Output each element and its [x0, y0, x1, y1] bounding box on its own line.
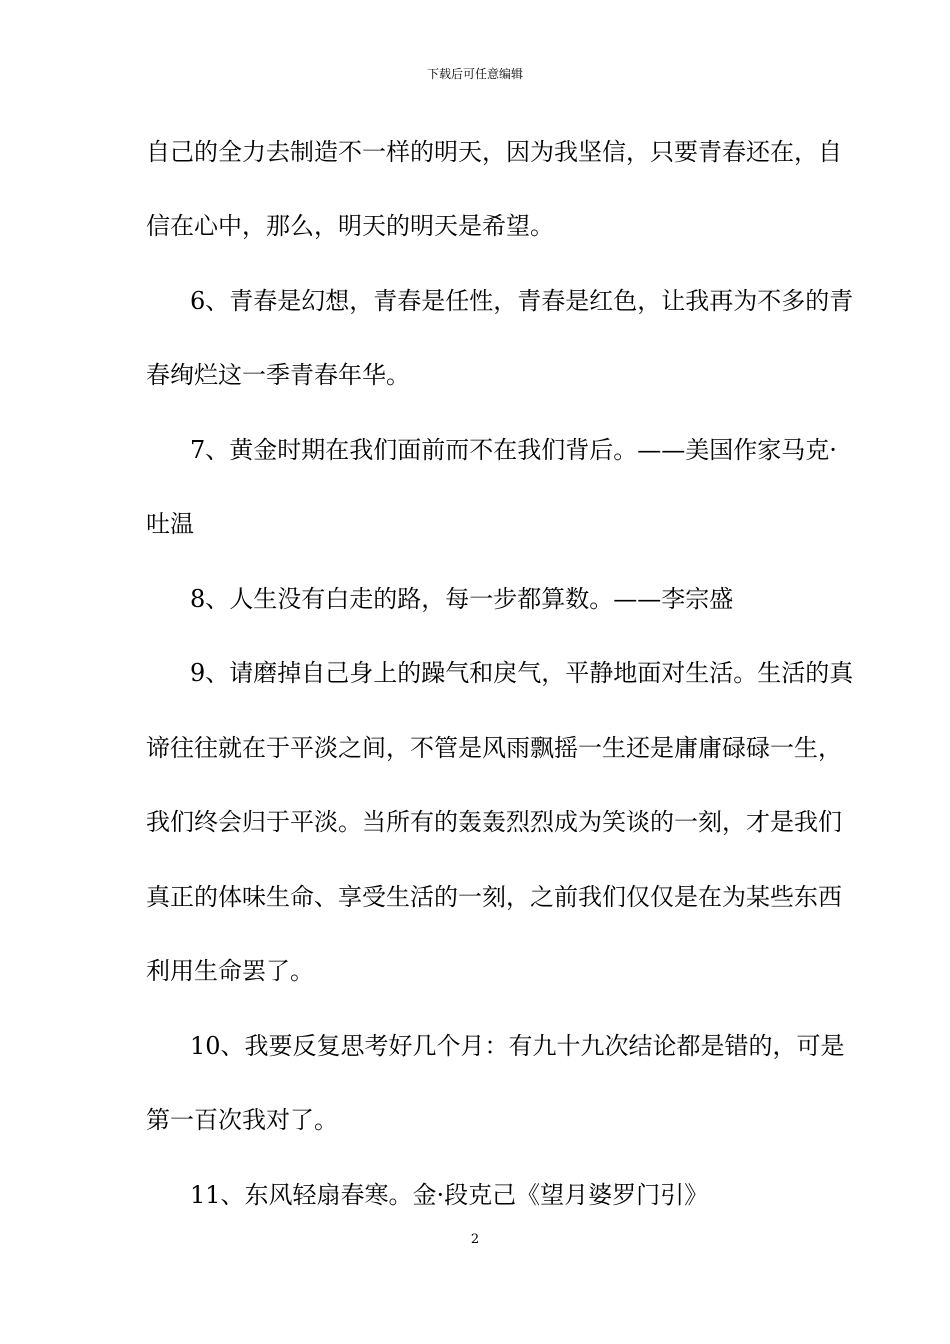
text-line: 10、我要反复思考好几个月：有九十九次结论都是错的，可是 [190, 1032, 845, 1060]
text-line: 谛往往就在于平淡之间，不管是风雨飘摇一生还是庸庸碌碌一生， [146, 734, 842, 762]
text-line: 真正的体味生命、享受生活的一刻，之前我们仅仅是在为某些东西 [146, 883, 842, 911]
text-line: 6、青春是幻想，青春是任性，青春是红色，让我再为不多的青 [190, 287, 854, 315]
text-line: 第一百次我对了。 [146, 1106, 338, 1134]
text-line: 9、请磨掉自己身上的躁气和戾气，平静地面对生活。生活的真 [190, 659, 854, 687]
page-number: 2 [470, 1232, 480, 1247]
text-line: 吐温 [146, 510, 194, 538]
text-line: 8、人生没有白走的路，每一步都算数。——李宗盛 [190, 585, 734, 613]
text-line: 春绚烂这一季青春年华。 [146, 361, 410, 389]
text-line: 利用生命罢了。 [146, 957, 314, 985]
text-line: 自己的全力去制造不一样的明天，因为我坚信，只要青春还在，自 [146, 138, 842, 166]
text-line: 7、黄金时期在我们面前而不在我们背后。——美国作家马克· [190, 436, 837, 464]
text-line: 信在心中，那么，明天的明天是希望。 [146, 212, 554, 240]
text-line: 我们终会归于平淡。当所有的轰轰烈烈成为笑谈的一刻，才是我们 [146, 808, 842, 836]
text-line: 11、东风轻扇春寒。金·段克己《望月婆罗门引》 [190, 1181, 709, 1209]
page-header: 下载后可任意编辑 [426, 67, 523, 81]
